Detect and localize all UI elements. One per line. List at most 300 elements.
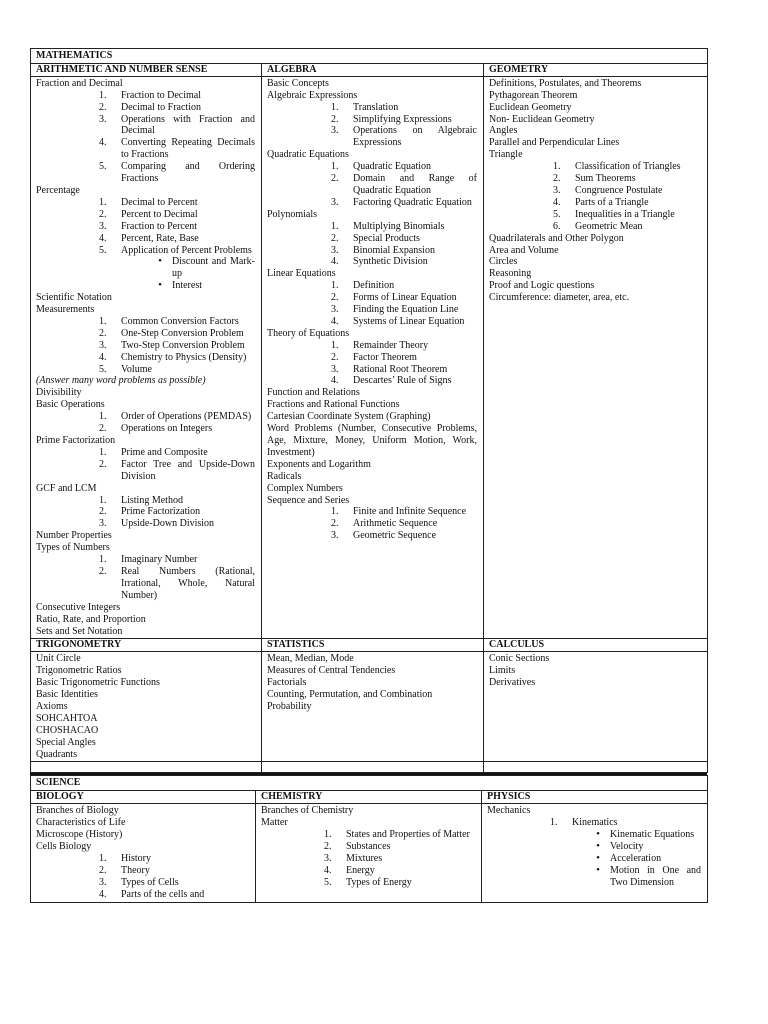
item-body	[121, 137, 255, 161]
item-number: 2.	[99, 458, 107, 470]
list-item	[331, 161, 477, 173]
item-body	[572, 817, 701, 888]
item-text: Quadratic Equation	[353, 161, 432, 173]
list-item	[99, 518, 255, 530]
item-body	[121, 102, 255, 114]
mathematics-title: MATHEMATICS	[31, 49, 708, 64]
topic-label: Microscope (History)	[36, 829, 123, 841]
item-body	[121, 889, 249, 901]
science-table	[30, 775, 708, 902]
item-text: Prime and Composite	[121, 446, 208, 458]
item-text: Domain and Range of Quadratic Equation	[353, 173, 477, 196]
item-number: 3.	[331, 530, 339, 542]
item-number: 2.	[331, 518, 339, 530]
list-item	[99, 865, 249, 877]
topic-label: Measurements	[36, 304, 95, 316]
item-number: 4.	[99, 232, 107, 244]
topic-label: Conic Sections	[489, 653, 550, 665]
item-text: Energy	[346, 864, 375, 876]
topic-label: Limits	[489, 665, 516, 677]
topic-label: Fractions and Rational Functions	[267, 399, 400, 411]
topic-label: Derivatives	[489, 677, 536, 689]
item-text: Factor Theorem	[353, 351, 417, 363]
item-body	[121, 90, 255, 102]
topic-label: Divisibility	[36, 387, 82, 399]
item-text: Decimal to Fraction	[121, 101, 201, 113]
item-number: 3.	[324, 852, 332, 864]
item-number: 1.	[331, 506, 339, 518]
item-body	[121, 506, 255, 518]
topic-label: Theory of Equations	[267, 327, 350, 339]
chemistry-cell	[256, 804, 482, 902]
list-item	[99, 877, 249, 889]
bullet-icon: •	[596, 828, 600, 841]
item-body	[575, 197, 701, 209]
item-text: Upside-Down Division	[121, 518, 215, 530]
item-text: Two-Step Conversion Problem	[121, 339, 245, 351]
item-number: 1.	[324, 829, 332, 841]
item-number: 4.	[99, 137, 107, 149]
item-text: Systems of Linear Equation	[353, 315, 465, 327]
item-text: Percent, Rate, Base	[121, 232, 199, 244]
list-item	[99, 554, 255, 566]
topic-label: Exponents and Logarithm	[267, 458, 371, 470]
item-body	[353, 114, 477, 126]
item-number: 1.	[331, 339, 339, 351]
list-item	[553, 173, 701, 185]
item-text: Multiplying Binomials	[353, 220, 445, 232]
mathematics-table	[30, 48, 708, 773]
topic-label: Number Properties	[36, 530, 112, 542]
item-text: Simplifying Expressions	[353, 113, 452, 125]
topic-label: Axioms	[36, 700, 68, 712]
topic-label: Scientific Notation	[36, 292, 112, 304]
bullet-icon: •	[596, 840, 600, 852]
item-number: 2.	[99, 101, 107, 113]
item-text: Geometric Mean	[575, 220, 643, 232]
bullet-icon: •	[158, 279, 162, 292]
item-text: Congruence Postulate	[575, 184, 663, 196]
topic-label: Quadrilaterals and Other Polygon	[489, 232, 624, 244]
topic-label: Non- Euclidean Geometry	[489, 113, 595, 125]
item-number: 1.	[331, 280, 339, 292]
item-text: Factoring Quadratic Equation	[353, 196, 472, 208]
bullet-icon: •	[158, 255, 162, 268]
list-item	[553, 185, 701, 197]
item-body	[575, 173, 701, 185]
numbered-list	[331, 161, 477, 209]
numbered-list	[99, 197, 255, 292]
item-number: 3.	[331, 304, 339, 316]
list-item	[99, 459, 255, 483]
chemistry-header: CHEMISTRY	[256, 791, 482, 804]
biology-header: BIOLOGY	[31, 791, 256, 804]
list-item	[99, 197, 255, 209]
list-item	[331, 316, 477, 328]
item-body	[121, 495, 255, 507]
list-item	[99, 316, 255, 328]
topic-label: CHOSHACAO	[36, 724, 99, 736]
numbered-list	[331, 340, 477, 388]
list-item	[553, 221, 701, 233]
item-number: 1.	[331, 101, 339, 113]
item-text: Geometric Sequence	[353, 530, 437, 542]
item-body	[346, 853, 475, 865]
item-text: Percent to Decimal	[121, 208, 198, 220]
item-text: Forms of Linear Equation	[353, 292, 457, 304]
topic-label: Consecutive Integers	[36, 601, 121, 613]
item-number: 3.	[99, 220, 107, 232]
item-body	[121, 233, 255, 245]
list-item	[99, 161, 255, 185]
list-item	[553, 197, 701, 209]
item-text: Translation	[353, 101, 399, 113]
item-text: Real Numbers (Rational, Irrational, Whole, Natural Number)	[121, 565, 255, 601]
item-body	[121, 316, 255, 328]
list-item	[99, 137, 255, 161]
topic-label: Angles	[489, 125, 518, 137]
item-body	[353, 340, 477, 352]
arithmetic-header: ARITHMETIC AND NUMBER SENSE	[31, 63, 262, 76]
item-body	[575, 221, 701, 233]
topic-label: Circumference: diameter, area, etc.	[489, 292, 630, 304]
item-body	[353, 125, 477, 149]
numbered-list	[331, 506, 477, 542]
bullet-item	[586, 841, 701, 853]
list-item	[99, 447, 255, 459]
item-number: 3.	[99, 339, 107, 351]
item-body	[575, 161, 701, 173]
item-number: 2.	[331, 173, 339, 185]
topic-label: Mean, Median, Mode	[267, 653, 354, 665]
topic-label: Basic Identities	[36, 689, 98, 701]
item-body	[346, 877, 475, 889]
topic-label: Pythagorean Theorem	[489, 89, 578, 101]
list-item	[324, 853, 475, 865]
list-item	[331, 114, 477, 126]
item-number: 4.	[331, 315, 339, 327]
item-number: 5.	[99, 363, 107, 375]
bullet-icon: •	[596, 851, 600, 864]
empty-cell	[31, 762, 262, 773]
item-text: Definition	[353, 280, 395, 292]
item-number: 2.	[553, 173, 561, 185]
item-text: Fraction to Percent	[121, 220, 198, 232]
list-item	[324, 829, 475, 841]
topic-label: Parallel and Perpendicular Lines	[489, 137, 620, 149]
list-item	[553, 161, 701, 173]
topic-label: Basic Concepts	[267, 77, 329, 89]
item-number: 1.	[99, 852, 107, 864]
item-body	[353, 292, 477, 304]
list-item	[331, 245, 477, 257]
list-item	[99, 566, 255, 602]
numbered-list	[99, 447, 255, 483]
algebra-header: ALGEBRA	[262, 63, 484, 76]
list-item	[99, 209, 255, 221]
list-item	[331, 280, 477, 292]
numbered-list	[324, 829, 475, 889]
numbered-list	[331, 280, 477, 328]
bullet-text: Discount and Mark-up	[172, 256, 255, 280]
item-text: Prime Factorization	[121, 506, 201, 518]
physics-cell	[482, 804, 708, 902]
topic-label: Complex Numbers	[267, 482, 343, 494]
item-text: Converting Repeating Decimals to Fractions	[121, 137, 255, 161]
item-text: Kinematics	[572, 817, 618, 829]
item-body	[121, 518, 255, 530]
item-body	[353, 352, 477, 364]
item-text: Arithmetic Sequence	[353, 518, 438, 530]
topic-label: Function and Relations	[267, 387, 360, 399]
item-number: 2.	[99, 423, 107, 435]
item-body	[353, 102, 477, 114]
numbered-list	[99, 495, 255, 531]
item-number: 5.	[99, 161, 107, 173]
item-text: Rational Root Theorem	[353, 363, 448, 375]
topic-label: Algebraic Expressions	[267, 89, 358, 101]
list-item	[331, 530, 477, 542]
trigonometry-cell	[31, 652, 262, 762]
numbered-list	[99, 411, 255, 435]
arithmetic-cell	[31, 76, 262, 639]
topic-label: Branches of Biology	[36, 805, 119, 817]
item-body	[121, 221, 255, 233]
item-number: 1.	[99, 446, 107, 458]
item-number: 3.	[99, 113, 107, 125]
item-body	[121, 161, 255, 185]
item-number: 3.	[331, 244, 339, 256]
topic-label: Sets and Set Notation	[36, 625, 123, 637]
list-item	[99, 340, 255, 352]
item-text: Comparing and Ordering Fractions	[121, 161, 255, 185]
topic-label: GCF and LCM	[36, 482, 97, 494]
item-body	[353, 364, 477, 376]
list-item	[331, 340, 477, 352]
topic-label: Proof and Logic questions	[489, 280, 595, 292]
list-item	[99, 114, 255, 138]
trigonometry-header: TRIGONOMETRY	[31, 639, 262, 652]
item-text: Fraction to Decimal	[121, 89, 201, 101]
list-item	[331, 375, 477, 387]
item-body	[353, 518, 477, 530]
item-body	[121, 865, 249, 877]
topic-label: (Answer many word problems as possible)	[36, 375, 206, 387]
item-body	[353, 161, 477, 173]
item-body	[575, 185, 701, 197]
item-number: 1.	[331, 220, 339, 232]
item-text: Mixtures	[346, 852, 383, 864]
list-item	[331, 304, 477, 316]
list-item	[331, 221, 477, 233]
calculus-cell	[484, 652, 708, 762]
item-text: States and Properties of Matter	[346, 829, 470, 841]
topic-label: Factorials	[267, 677, 307, 689]
item-body	[346, 829, 475, 841]
topic-label: Definitions, Postulates, and Theorems	[489, 77, 642, 89]
list-item	[324, 841, 475, 853]
list-item	[331, 292, 477, 304]
item-number: 5.	[324, 876, 332, 888]
item-number: 1.	[99, 196, 107, 208]
item-body	[121, 114, 255, 138]
algebra-cell	[262, 76, 484, 639]
item-number: 4.	[99, 888, 107, 900]
item-text: Substances	[346, 841, 391, 852]
topic-label: Fraction and Decimal	[36, 77, 123, 89]
list-item	[99, 328, 255, 340]
item-number: 2.	[99, 565, 107, 577]
item-body	[353, 506, 477, 518]
topic-label: Characteristics of Life	[36, 817, 126, 829]
item-text: Application of Percent Problems	[121, 244, 252, 256]
list-item	[99, 245, 255, 293]
item-text: Finding the Equation Line	[353, 304, 459, 316]
item-body	[353, 316, 477, 328]
item-body	[121, 197, 255, 209]
item-number: 2.	[99, 327, 107, 339]
geometry-header: GEOMETRY	[484, 63, 708, 76]
item-body	[121, 340, 255, 352]
list-item	[99, 90, 255, 102]
item-body	[575, 209, 701, 221]
item-body	[353, 197, 477, 209]
item-text: Operations on Integers	[121, 423, 213, 435]
list-item	[331, 125, 477, 149]
item-number: 3.	[331, 125, 339, 137]
item-number: 1.	[99, 411, 107, 423]
item-body	[353, 304, 477, 316]
physics-header: PHYSICS	[482, 791, 708, 804]
bullet-item	[586, 865, 701, 889]
item-body	[121, 411, 255, 423]
item-body	[121, 566, 255, 602]
bullet-text: Velocity	[610, 841, 644, 852]
list-item	[331, 233, 477, 245]
item-text: Classification of Triangles	[575, 161, 681, 173]
item-number: 2.	[99, 864, 107, 876]
item-number: 3.	[99, 518, 107, 530]
item-number: 1.	[550, 817, 558, 829]
item-number: 4.	[331, 256, 339, 268]
item-body	[353, 256, 477, 268]
item-text: Factor Tree and Upside-Down Division	[121, 458, 255, 482]
item-body	[121, 209, 255, 221]
topic-label: Ratio, Rate, and Proportion	[36, 613, 146, 625]
list-item	[99, 352, 255, 364]
item-body	[121, 352, 255, 364]
list-item	[99, 423, 255, 435]
bullet-item	[586, 829, 701, 841]
item-body	[346, 841, 475, 853]
list-item	[331, 173, 477, 197]
item-number: 3.	[99, 876, 107, 888]
list-item	[99, 853, 249, 865]
list-item	[331, 197, 477, 209]
biology-cell	[31, 804, 256, 902]
bullet-item	[148, 256, 255, 280]
topic-label: Prime Factorization	[36, 435, 116, 446]
bullet-text: Kinematic Equations	[610, 829, 695, 841]
topic-label: Probability	[267, 700, 312, 712]
topic-label: Percentage	[36, 184, 80, 196]
bullet-text: Interest	[172, 280, 202, 292]
item-body	[353, 233, 477, 245]
topic-label: Basic Trigonometric Functions	[36, 677, 160, 689]
topic-label: Triangle	[489, 149, 523, 161]
item-text: Remainder Theory	[353, 339, 429, 351]
empty-cell	[262, 762, 484, 773]
item-body	[121, 364, 255, 376]
item-text: Finite and Infinite Sequence	[353, 506, 467, 518]
topic-label: Reasoning	[489, 268, 532, 280]
item-number: 5.	[99, 244, 107, 256]
item-body	[346, 865, 475, 877]
statistics-cell	[262, 652, 484, 762]
item-text: Parts of a Triangle	[575, 196, 649, 208]
item-body	[353, 280, 477, 292]
item-body	[121, 423, 255, 435]
topic-label: Circles	[489, 256, 518, 268]
curriculum-document	[30, 48, 707, 903]
list-item	[99, 233, 255, 245]
item-body	[121, 877, 249, 889]
statistics-header: STATISTICS	[262, 639, 484, 652]
item-number: 3.	[331, 363, 339, 375]
bullet-item	[586, 853, 701, 865]
item-text: Descartes’ Rule of Signs	[353, 375, 452, 387]
bullet-item	[148, 280, 255, 292]
topic-label: Linear Equations	[267, 268, 336, 280]
topic-label: Radicals	[267, 470, 302, 482]
list-item	[331, 352, 477, 364]
topic-label: Unit Circle	[36, 653, 81, 665]
item-number: 4.	[331, 375, 339, 387]
topic-label: Polynomials	[267, 208, 318, 220]
item-text: Order of Operations (PEMDAS)	[121, 411, 252, 423]
topic-label: Cells Biology	[36, 841, 92, 852]
item-text: Synthetic Division	[353, 256, 428, 268]
item-text: Types of Energy	[346, 876, 412, 888]
item-text: Inequalities in a Triangle	[575, 208, 675, 220]
list-item	[331, 102, 477, 114]
list-item	[99, 221, 255, 233]
science-title: SCIENCE	[31, 776, 708, 791]
list-item	[331, 518, 477, 530]
item-number: 4.	[99, 351, 107, 363]
item-number: 6.	[553, 220, 561, 232]
item-number: 5.	[553, 208, 561, 220]
geometry-cell	[484, 76, 708, 639]
list-item	[99, 506, 255, 518]
item-body	[121, 447, 255, 459]
list-item	[331, 256, 477, 268]
item-number: 1.	[99, 89, 107, 101]
item-number: 2.	[331, 232, 339, 244]
empty-cell	[484, 762, 708, 773]
item-body	[353, 530, 477, 542]
topic-label: Area and Volume	[489, 244, 559, 256]
bullet-list	[586, 829, 701, 889]
item-number: 2.	[331, 351, 339, 363]
item-body	[353, 173, 477, 197]
topic-label: Sequence and Series	[267, 494, 350, 506]
item-body	[121, 554, 255, 566]
item-number: 2.	[99, 506, 107, 518]
item-text: Theory	[121, 864, 150, 876]
item-text: Types of Cells	[121, 876, 179, 888]
item-number: 2.	[324, 841, 332, 852]
